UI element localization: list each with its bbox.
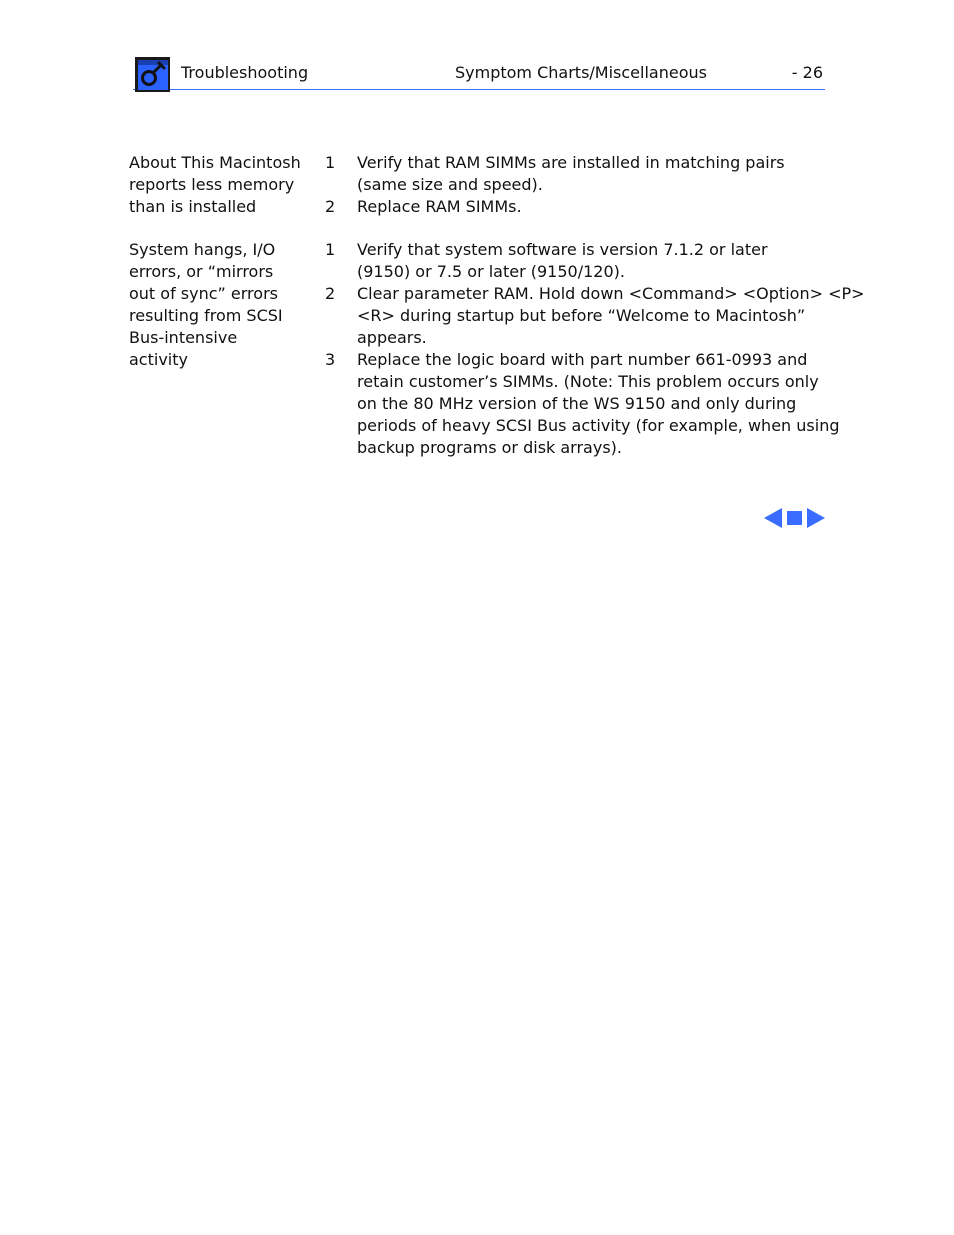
step-number: 2 [325,284,336,303]
solution-step [325,196,825,218]
step-text-line: <R> during startup but before “Welcome to Macintosh” [357,306,806,325]
solution-step [325,239,825,283]
step-text-line: (9150) or 7.5 or later (9150/120). [357,262,625,281]
step-text-line: appears. [357,328,427,347]
symptom-line: System hangs, I/O [129,240,276,259]
symptom-line: activity [129,350,188,369]
symptom-line: reports less memory [129,175,295,194]
symptom-line: resulting from SCSI [129,306,283,325]
previous-page-icon[interactable] [764,508,782,528]
step-text-line: periods of heavy SCSI Bus activity (for example, when using [357,416,840,435]
symptom-row [129,152,829,218]
solution-steps [325,239,865,459]
symptom-line: than is installed [129,197,257,216]
step-text-line: Verify that RAM SIMMs are installed in matching pairs [357,153,785,172]
step-text-line: Replace RAM SIMMs. [357,197,522,216]
contents-icon[interactable] [787,511,802,525]
header-chapter-title: Symptom Charts/Miscellaneous [455,63,707,82]
step-text-line: Verify that system software is version 7.1.2 or later [357,240,768,259]
step-text-line: (same size and speed). [357,175,543,194]
symptom-line: out of sync” errors [129,284,278,303]
step-text-line: backup programs or disk arrays). [357,438,622,457]
step-number: 1 [325,153,336,172]
symptom-row [129,239,865,459]
step-text-line: Replace the logic board with part number 661-0993 and [357,350,808,369]
step-number: 3 [325,350,336,369]
page-header [133,56,825,90]
solution-step [325,283,865,349]
symptom-line: About This Macintosh [129,153,301,172]
step-text-line: on the 80 MHz version of the WS 9150 and only during [357,394,797,413]
symptom-description [129,152,309,218]
step-text-line: Clear parameter RAM. Hold down <Command> <Option> <P> [357,284,865,303]
symptom-line: errors, or “mirrors [129,262,274,281]
symptom-line: Bus-intensive [129,328,238,347]
step-number: 1 [325,240,336,259]
step-text-line: retain customer’s SIMMs. (Note: This problem occurs only [357,372,819,391]
solution-step [325,152,825,196]
solution-step [325,349,840,459]
mac-toolbox-icon [135,57,170,92]
solution-steps [325,152,825,218]
next-page-icon[interactable] [807,508,825,528]
page-navigation [764,507,826,529]
step-number: 2 [325,197,336,216]
page-number: - 26 [791,63,823,82]
header-section-title: Troubleshooting [181,63,309,82]
symptom-description [129,239,309,371]
